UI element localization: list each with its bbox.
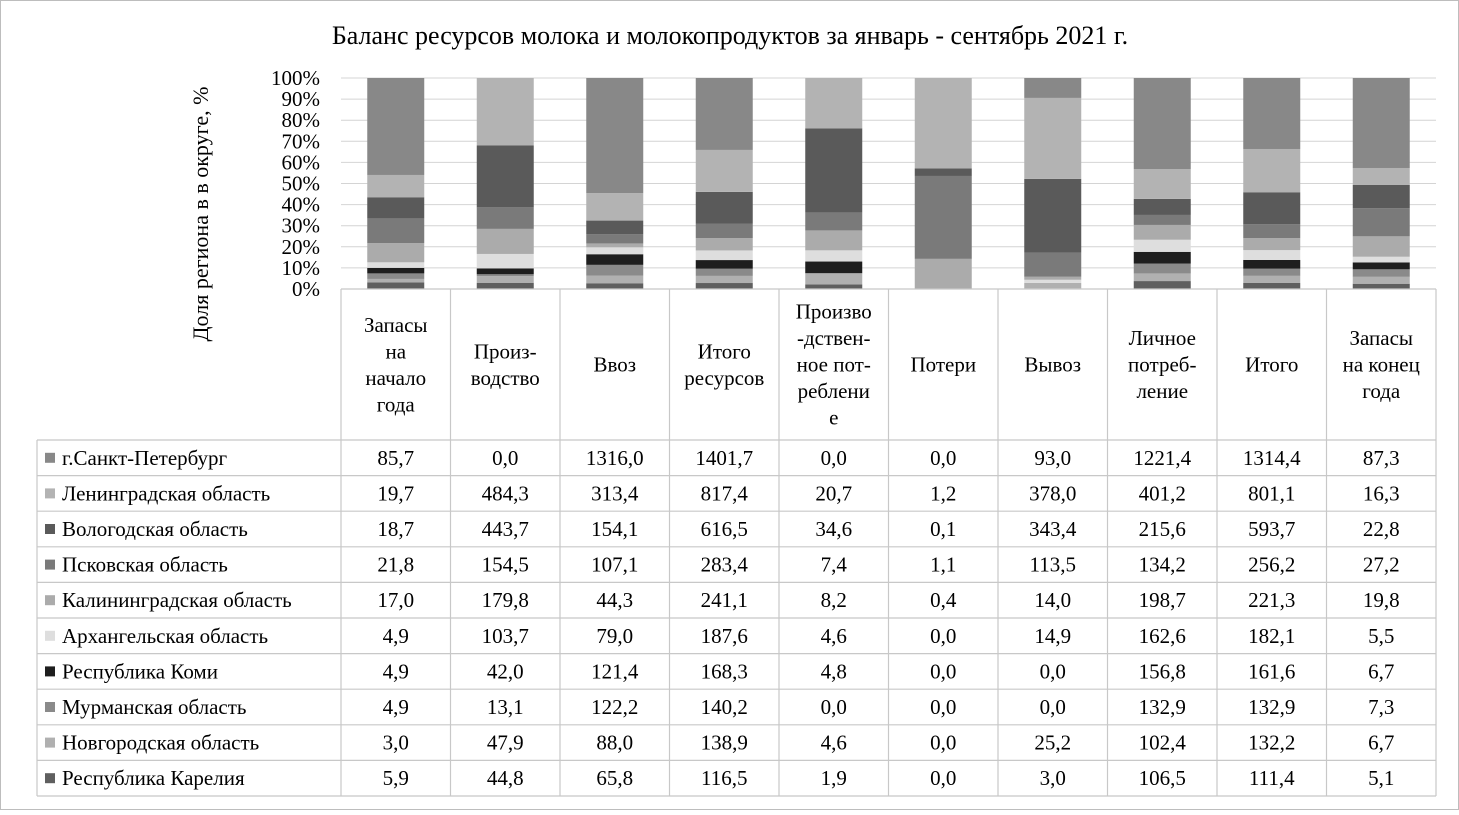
category-label: ресурсов — [684, 365, 765, 390]
category-label: Личное — [1128, 326, 1196, 350]
table-cell-value: 132,9 — [1248, 695, 1296, 719]
table-cell-value: 241,1 — [700, 588, 748, 613]
table-cell-value: 44,8 — [486, 766, 524, 791]
legend-swatch — [45, 595, 55, 605]
table-cell-value: 132,9 — [1138, 695, 1186, 719]
bar-segment — [1353, 78, 1410, 168]
bar-segment — [1243, 78, 1300, 149]
bar-segment — [805, 250, 862, 261]
table-cell-value: 154,5 — [481, 552, 529, 577]
bar-segment — [1353, 269, 1410, 277]
bar-segment — [805, 128, 862, 212]
table-cell-value: 79,0 — [596, 623, 634, 648]
bar-segment — [1243, 238, 1300, 250]
table-cell-value: 27,2 — [1362, 552, 1400, 577]
bar-segment — [915, 168, 972, 176]
table-cell-value: 198,7 — [1138, 588, 1186, 613]
bar-segment — [1024, 283, 1081, 288]
category-label: года — [1362, 379, 1401, 403]
legend-label: Республика Карелия — [62, 766, 245, 791]
table-cell-value: 106,5 — [1138, 766, 1186, 791]
table-cell-value: 3,0 — [382, 730, 409, 755]
bar-segment — [696, 269, 753, 276]
bar-segment — [1024, 277, 1081, 280]
legend-swatch — [45, 666, 55, 676]
bar-segment — [1353, 284, 1410, 289]
table-cell-value: 401,2 — [1138, 481, 1186, 506]
bar-segment — [477, 274, 534, 276]
table-cell-value: 187,6 — [700, 623, 748, 648]
table-cell-value: 4,9 — [382, 623, 409, 648]
table-cell-value: 6,7 — [1368, 659, 1395, 684]
category-label: Итого — [1245, 352, 1299, 377]
table-cell-value: 85,7 — [377, 445, 415, 470]
table-cell-value: 25,2 — [1034, 730, 1072, 755]
table-cell-value: 7,4 — [820, 552, 847, 577]
table-cell-value: 3,0 — [1039, 766, 1066, 791]
table-cell-value: 4,8 — [820, 659, 847, 684]
table-cell-value: 19,8 — [1362, 588, 1400, 613]
table-cell-value: 134,2 — [1138, 552, 1186, 577]
bar-segment — [586, 276, 643, 284]
bar-segment — [1134, 273, 1191, 281]
table-cell-value: 215,6 — [1138, 517, 1186, 541]
y-tick-label: 20% — [281, 234, 320, 259]
bar-segment — [477, 283, 534, 289]
bar-segment — [1134, 240, 1191, 252]
bar-segment — [1134, 199, 1191, 215]
table-cell-value: 116,5 — [701, 766, 748, 791]
table-cell-value: 0,0 — [820, 695, 847, 719]
bar-segment — [696, 192, 753, 224]
bar-segment — [696, 150, 753, 192]
bar-segment — [1134, 78, 1191, 169]
table-cell-value: 107,1 — [591, 552, 639, 577]
table-cell-value: 21,8 — [377, 552, 415, 577]
bar-segment — [915, 176, 972, 259]
legend-swatch — [45, 702, 55, 712]
table-cell-value: 121,4 — [591, 659, 639, 684]
table-cell-value: 179,8 — [481, 588, 529, 613]
bar-segment — [586, 193, 643, 220]
y-tick-label: 70% — [281, 129, 320, 154]
bar-segment — [586, 221, 643, 234]
bar-segment — [696, 224, 753, 239]
bar-segment — [1243, 276, 1300, 283]
legend-label: Ленинградская область — [62, 481, 271, 506]
table-cell-value: 4,6 — [820, 730, 847, 755]
category-label: потреб- — [1128, 352, 1197, 377]
table-cell-value: 22,8 — [1362, 517, 1400, 541]
bar-segment — [696, 250, 753, 260]
bar-segment — [1353, 257, 1410, 263]
bar-segment — [1024, 179, 1081, 253]
legend-label: Республика Коми — [62, 659, 218, 684]
table-cell-value: 154,1 — [591, 517, 639, 541]
table-cell-value: 801,1 — [1248, 481, 1296, 506]
bar-segment — [1134, 264, 1191, 274]
table-cell-value: 1,9 — [820, 766, 847, 791]
bar-segment — [367, 78, 424, 175]
category-label: водство — [470, 365, 540, 390]
y-axis-label: Доля региона в в округе, % — [188, 86, 213, 342]
table-cell-value: 343,4 — [1029, 517, 1077, 541]
bar-segment — [477, 229, 534, 254]
category-label: на конец — [1342, 352, 1420, 377]
table-cell-value: 16,3 — [1362, 481, 1400, 506]
table-cell-value: 1401,7 — [695, 445, 754, 470]
bar-segment — [1024, 280, 1081, 283]
y-tick-label: 40% — [281, 192, 320, 217]
table-cell-value: 378,0 — [1029, 481, 1077, 506]
bar-segment — [1134, 169, 1191, 199]
bar-segment — [805, 78, 862, 128]
bar-segment — [1243, 260, 1300, 269]
category-label: Запасы — [363, 312, 428, 337]
table-cell-value: 102,4 — [1138, 730, 1186, 755]
bar-segment — [367, 262, 424, 268]
table-cell-value: 13,1 — [486, 695, 524, 719]
y-tick-label: 100% — [271, 66, 320, 90]
bar-segment — [805, 212, 862, 230]
table-cell-value: 0,0 — [930, 695, 957, 719]
category-label: -дствен- — [796, 326, 871, 350]
table-cell-value: 65,8 — [596, 766, 634, 791]
table-cell-value: 0,0 — [930, 730, 957, 755]
table-cell-value: 256,2 — [1248, 552, 1296, 577]
category-label: ление — [1136, 379, 1189, 403]
bar-segment — [586, 243, 643, 247]
bar-segment — [696, 283, 753, 289]
table-cell-value: 443,7 — [481, 517, 529, 541]
table-cell-value: 0,0 — [930, 659, 957, 684]
legend-swatch — [45, 560, 55, 570]
legend-label: Архангельская область — [62, 623, 269, 648]
legend-label: Вологодская область — [62, 517, 248, 541]
table-cell-value: 168,3 — [700, 659, 748, 684]
table-cell-value: 0,0 — [1039, 659, 1066, 684]
bar-segment — [805, 230, 862, 250]
legend-label: Калининградская область — [62, 588, 292, 613]
table-cell-value: 4,9 — [382, 659, 409, 684]
table-cell-value: 93,0 — [1034, 445, 1072, 470]
table-cell-value: 87,3 — [1362, 445, 1400, 470]
bar-segment — [696, 238, 753, 250]
table-cell-value: 0,4 — [930, 588, 957, 613]
category-label: на — [385, 339, 407, 364]
y-tick-label: 60% — [281, 150, 320, 175]
legend-swatch — [45, 524, 55, 534]
category-label: Вывоз — [1024, 352, 1082, 377]
table-cell-value: 0,0 — [820, 445, 847, 470]
bar-segment — [367, 273, 424, 279]
table-cell-value: 8,2 — [820, 588, 847, 613]
bar-segment — [367, 175, 424, 197]
table-cell-value: 1,1 — [930, 552, 957, 577]
bar-segment — [1353, 185, 1410, 209]
table-cell-value: 484,3 — [481, 481, 529, 506]
table-cell-value: 138,9 — [700, 730, 748, 755]
y-tick-label: 30% — [281, 213, 320, 238]
bar-segment — [1134, 225, 1191, 240]
table-cell-value: 140,2 — [700, 695, 748, 719]
bar-segment — [1024, 78, 1081, 98]
table-cell-value: 4,6 — [820, 623, 847, 648]
bar-segment — [477, 207, 534, 229]
bar-segment — [1024, 98, 1081, 179]
table-cell-value: 34,6 — [815, 517, 853, 541]
bar-segment — [477, 78, 534, 146]
table-cell-value: 18,7 — [377, 517, 415, 541]
table-cell-value: 103,7 — [481, 623, 529, 648]
legend-label: г.Санкт-Петербург — [62, 445, 228, 470]
table-cell-value: 44,3 — [596, 588, 634, 613]
bar-segment — [367, 279, 424, 282]
table-cell-value: 111,4 — [1248, 766, 1295, 791]
bar-segment — [367, 243, 424, 262]
bar-segment — [1353, 277, 1410, 284]
chart-title: Баланс ресурсов молока и молокопродуктов за январь - сентябрь 2021 г. — [331, 21, 1129, 50]
table-cell-value: 4,9 — [382, 695, 409, 719]
legend-swatch — [45, 453, 55, 463]
category-label: ное пот- — [796, 352, 871, 377]
table-cell-value: 20,7 — [815, 481, 853, 506]
bar-segment — [696, 78, 753, 150]
table-cell-value: 0,1 — [930, 517, 957, 541]
bar-segment — [1024, 252, 1081, 276]
table-cell-value: 14,9 — [1034, 623, 1072, 648]
bar-segment — [1243, 192, 1300, 224]
legend-label: Мурманская область — [62, 695, 247, 719]
legend-label: Новгородская область — [62, 730, 260, 755]
bar-segment — [1243, 224, 1300, 238]
table-cell-value: 42,0 — [486, 659, 524, 684]
bar-segment — [696, 260, 753, 269]
category-label: е — [829, 405, 839, 430]
bar-segment — [1243, 250, 1300, 260]
table-cell-value: 182,1 — [1248, 623, 1296, 648]
category-label: реблени — [797, 379, 870, 403]
category-label: Итого — [697, 339, 751, 364]
table-cell-value: 19,7 — [377, 481, 415, 506]
y-tick-label: 0% — [292, 277, 320, 301]
table-cell-value: 5,1 — [1368, 766, 1395, 791]
bar-segment — [1243, 149, 1300, 192]
table-cell-value: 0,0 — [930, 766, 957, 791]
table-cell-value: 1,2 — [930, 481, 957, 506]
table-cell-value: 14,0 — [1034, 588, 1072, 613]
table-cell-value: 1316,0 — [585, 445, 644, 470]
table-cell-value: 7,3 — [1368, 695, 1395, 719]
bar-segment — [586, 265, 643, 276]
bar-segment — [367, 268, 424, 274]
bar-segment — [367, 218, 424, 243]
category-label: Запасы — [1349, 326, 1414, 350]
bar-segment — [915, 259, 972, 289]
table-cell-value: 0,0 — [1039, 695, 1066, 719]
category-label: Ввоз — [593, 352, 637, 377]
legend-swatch — [45, 631, 55, 641]
table-cell-value: 817,4 — [700, 481, 748, 506]
table-cell-value: 313,4 — [591, 481, 639, 506]
bar-segment — [586, 283, 643, 289]
table-cell-value: 161,6 — [1248, 659, 1296, 684]
bar-segment — [586, 247, 643, 254]
bar-segment — [1134, 281, 1191, 289]
category-label: года — [376, 392, 415, 417]
bar-segment — [1243, 269, 1300, 276]
table-cell-value: 6,7 — [1368, 730, 1395, 755]
table-cell-value: 5,5 — [1368, 623, 1395, 648]
legend-label: Псковская область — [62, 552, 228, 577]
bar-segment — [805, 284, 862, 289]
legend-swatch — [45, 773, 55, 783]
table-cell-value: 113,5 — [1029, 552, 1076, 577]
table-cell-value: 5,9 — [382, 766, 409, 791]
table-cell-value: 1221,4 — [1133, 445, 1192, 470]
bar-segment — [1134, 215, 1191, 225]
y-tick-label: 50% — [281, 171, 320, 196]
legend-swatch — [45, 738, 55, 748]
bar-segment — [805, 273, 862, 284]
legend-swatch — [45, 488, 55, 498]
bar-segment — [1134, 252, 1191, 264]
table-cell-value: 47,9 — [486, 730, 524, 755]
bar-segment — [477, 254, 534, 268]
bar-segment — [1243, 283, 1300, 289]
table-cell-value: 0,0 — [930, 623, 957, 648]
bar-segment — [477, 276, 534, 283]
category-label: Произво — [795, 299, 872, 324]
table-cell-value: 156,8 — [1138, 659, 1186, 684]
table-cell-value: 0,0 — [492, 445, 519, 470]
category-label: Произ- — [473, 339, 537, 364]
bar-segment — [586, 254, 643, 265]
table-cell-value: 283,4 — [700, 552, 748, 577]
table-cell-value: 17,0 — [377, 588, 415, 613]
table-cell-value: 593,7 — [1248, 517, 1296, 541]
bar-segment — [586, 78, 643, 193]
bar-segment — [367, 282, 424, 289]
table-cell-value: 122,2 — [591, 695, 639, 719]
bar-segment — [1353, 168, 1410, 185]
table-cell-value: 221,3 — [1248, 588, 1296, 613]
bar-segment — [915, 78, 972, 168]
bar-segment — [477, 146, 534, 208]
y-tick-label: 10% — [281, 255, 320, 280]
bar-segment — [586, 234, 643, 243]
bar-segment — [1353, 262, 1410, 269]
bar-segment — [367, 197, 424, 218]
bar-segment — [1353, 208, 1410, 236]
bar-segment — [696, 276, 753, 283]
bar-segment — [1353, 236, 1410, 256]
table-cell-value: 1314,4 — [1242, 445, 1301, 470]
y-tick-label: 90% — [281, 87, 320, 112]
bar-segment — [477, 268, 534, 274]
table-cell-value: 0,0 — [930, 445, 957, 470]
bar-segment — [805, 262, 862, 274]
table-cell-value: 616,5 — [700, 517, 748, 541]
y-tick-label: 80% — [281, 108, 320, 133]
table-cell-value: 88,0 — [596, 730, 634, 755]
table-cell-value: 162,6 — [1138, 623, 1186, 648]
category-label: начало — [365, 365, 427, 390]
category-label: Потери — [910, 352, 977, 377]
table-cell-value: 132,2 — [1248, 730, 1296, 755]
